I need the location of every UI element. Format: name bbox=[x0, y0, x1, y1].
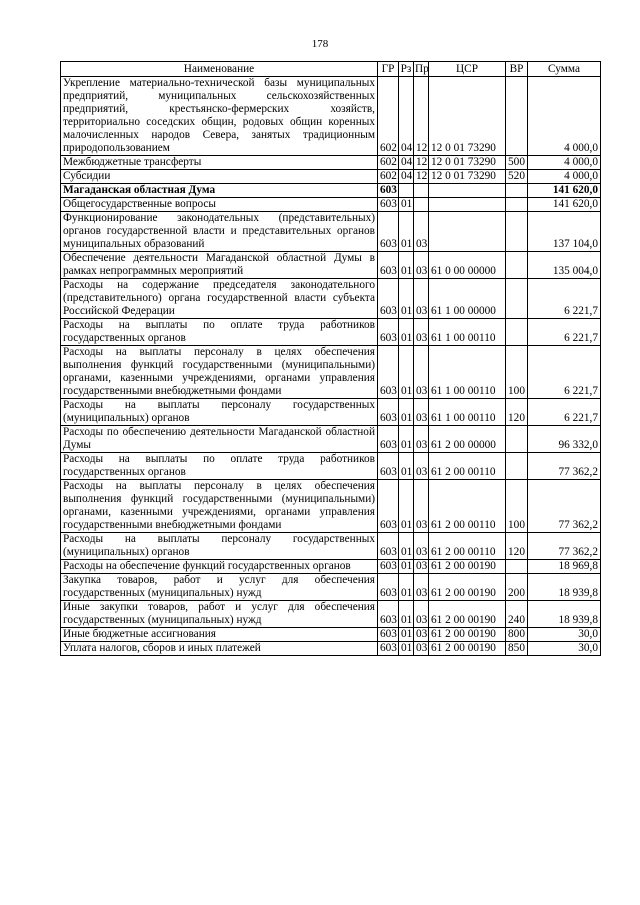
header-csr: ЦСР bbox=[429, 62, 506, 77]
table-row bbox=[61, 198, 601, 212]
row-gr: 603 bbox=[378, 346, 399, 399]
row-pr: 12 bbox=[414, 77, 429, 156]
table-row bbox=[61, 426, 601, 453]
row-name: Расходы на выплаты по оплате труда работников государственных органов bbox=[61, 453, 378, 480]
row-csr: 61 2 00 00190 bbox=[429, 642, 506, 656]
row-rz: 01 bbox=[399, 252, 414, 279]
row-vr bbox=[506, 198, 528, 212]
row-csr: 61 2 00 00110 bbox=[429, 533, 506, 560]
row-vr bbox=[506, 212, 528, 252]
row-pr: 03 bbox=[414, 346, 429, 399]
row-sum: 18 969,8 bbox=[528, 560, 601, 574]
row-pr: 03 bbox=[414, 252, 429, 279]
row-rz bbox=[399, 184, 414, 198]
row-sum: 6 221,7 bbox=[528, 399, 601, 426]
row-csr: 61 2 00 00190 bbox=[429, 574, 506, 601]
row-rz: 04 bbox=[399, 156, 414, 170]
row-vr bbox=[506, 319, 528, 346]
row-pr: 12 bbox=[414, 156, 429, 170]
row-name: Расходы на содержание председателя законодательного (представительного) органа государственной власти субъекта Российской Федерации bbox=[61, 279, 378, 319]
row-gr: 603 bbox=[378, 574, 399, 601]
table-row bbox=[61, 156, 601, 170]
row-rz: 01 bbox=[399, 480, 414, 533]
budget-table bbox=[60, 61, 601, 656]
table-row bbox=[61, 279, 601, 319]
row-vr: 100 bbox=[506, 480, 528, 533]
row-sum: 30,0 bbox=[528, 642, 601, 656]
row-pr: 12 bbox=[414, 170, 429, 184]
row-pr: 03 bbox=[414, 628, 429, 642]
row-rz: 01 bbox=[399, 279, 414, 319]
row-sum: 141 620,0 bbox=[528, 198, 601, 212]
row-name: Функционирование законодательных (представительных) органов государственной власти и представительных органов муниципальных образований bbox=[61, 212, 378, 252]
row-csr: 61 2 00 00190 bbox=[429, 601, 506, 628]
row-sum: 18 939,8 bbox=[528, 574, 601, 601]
row-gr: 603 bbox=[378, 212, 399, 252]
row-csr: 61 1 00 00110 bbox=[429, 319, 506, 346]
table-row bbox=[61, 252, 601, 279]
row-csr: 12 0 01 73290 bbox=[429, 156, 506, 170]
row-pr: 03 bbox=[414, 574, 429, 601]
row-name: Расходы на выплаты персоналу в целях обеспечения выполнения функций государственными (муниципальными) органами, казенными учреждениями, органами управления государственными внебюджетными фондами bbox=[61, 346, 378, 399]
row-vr: 120 bbox=[506, 399, 528, 426]
row-vr bbox=[506, 279, 528, 319]
row-vr: 520 bbox=[506, 170, 528, 184]
row-name: Расходы по обеспечению деятельности Магаданской областной Думы bbox=[61, 426, 378, 453]
row-sum: 6 221,7 bbox=[528, 279, 601, 319]
row-sum: 141 620,0 bbox=[528, 184, 601, 198]
row-rz: 01 bbox=[399, 346, 414, 399]
row-rz: 01 bbox=[399, 426, 414, 453]
table-header-row bbox=[61, 62, 601, 77]
row-sum: 30,0 bbox=[528, 628, 601, 642]
row-rz: 04 bbox=[399, 77, 414, 156]
row-gr: 603 bbox=[378, 279, 399, 319]
row-gr: 603 bbox=[378, 560, 399, 574]
row-sum: 77 362,2 bbox=[528, 480, 601, 533]
row-csr: 61 2 00 00190 bbox=[429, 628, 506, 642]
row-pr: 03 bbox=[414, 426, 429, 453]
row-vr bbox=[506, 184, 528, 198]
header-gr: ГР bbox=[378, 62, 399, 77]
row-rz: 01 bbox=[399, 560, 414, 574]
row-vr bbox=[506, 560, 528, 574]
row-vr: 200 bbox=[506, 574, 528, 601]
row-name: Расходы на выплаты персоналу в целях обеспечения выполнения функций государственными (муниципальными) органами, казенными учреждениями, органами управления государственными внебюджетными фондами bbox=[61, 480, 378, 533]
row-sum: 77 362,2 bbox=[528, 453, 601, 480]
row-csr bbox=[429, 212, 506, 252]
row-vr: 800 bbox=[506, 628, 528, 642]
row-rz: 01 bbox=[399, 198, 414, 212]
row-sum: 6 221,7 bbox=[528, 319, 601, 346]
row-name: Закупка товаров, работ и услуг для обеспечения государственных (муниципальных) нужд bbox=[61, 574, 378, 601]
row-rz: 01 bbox=[399, 212, 414, 252]
row-vr bbox=[506, 77, 528, 156]
row-pr: 03 bbox=[414, 453, 429, 480]
table-row bbox=[61, 212, 601, 252]
row-pr: 03 bbox=[414, 480, 429, 533]
row-pr: 03 bbox=[414, 279, 429, 319]
row-csr: 12 0 01 73290 bbox=[429, 170, 506, 184]
row-vr bbox=[506, 426, 528, 453]
table-row bbox=[61, 642, 601, 656]
row-pr: 03 bbox=[414, 560, 429, 574]
row-rz: 04 bbox=[399, 170, 414, 184]
row-csr: 61 2 00 00000 bbox=[429, 426, 506, 453]
row-vr: 240 bbox=[506, 601, 528, 628]
row-name: Иные бюджетные ассигнования bbox=[61, 628, 378, 642]
row-gr: 603 bbox=[378, 319, 399, 346]
row-sum: 18 939,8 bbox=[528, 601, 601, 628]
row-gr: 603 bbox=[378, 399, 399, 426]
row-name: Уплата налогов, сборов и иных платежей bbox=[61, 642, 378, 656]
table-row bbox=[61, 574, 601, 601]
row-rz: 01 bbox=[399, 399, 414, 426]
row-pr bbox=[414, 198, 429, 212]
row-gr: 603 bbox=[378, 184, 399, 198]
row-csr: 61 1 00 00110 bbox=[429, 399, 506, 426]
table-row bbox=[61, 560, 601, 574]
row-pr: 03 bbox=[414, 212, 429, 252]
row-gr: 603 bbox=[378, 601, 399, 628]
header-pr: Пр bbox=[415, 63, 429, 75]
row-gr: 603 bbox=[378, 252, 399, 279]
row-name: Межбюджетные трансферты bbox=[61, 156, 378, 170]
row-csr: 61 0 00 00000 bbox=[429, 252, 506, 279]
row-name: Субсидии bbox=[61, 170, 378, 184]
row-gr: 603 bbox=[378, 198, 399, 212]
row-gr: 603 bbox=[378, 480, 399, 533]
row-gr: 603 bbox=[378, 533, 399, 560]
table-row bbox=[61, 170, 601, 184]
table-row bbox=[61, 628, 601, 642]
header-name: Наименование bbox=[61, 62, 378, 77]
table-row bbox=[61, 453, 601, 480]
row-csr bbox=[429, 184, 506, 198]
row-csr: 61 2 00 00110 bbox=[429, 453, 506, 480]
table-row bbox=[61, 77, 601, 156]
row-csr: 61 1 00 00110 bbox=[429, 346, 506, 399]
header-vr: ВР bbox=[506, 62, 528, 77]
row-csr: 61 1 00 00000 bbox=[429, 279, 506, 319]
table-row bbox=[61, 346, 601, 399]
header-rz: Рз bbox=[399, 62, 414, 77]
row-pr: 03 bbox=[414, 319, 429, 346]
row-name: Расходы на выплаты по оплате труда работников государственных органов bbox=[61, 319, 378, 346]
row-pr: 03 bbox=[414, 533, 429, 560]
row-gr: 602 bbox=[378, 170, 399, 184]
row-name: Укрепление материально-технической базы муниципальных предприятий, муниципальных сельскохозяйственных предприятий, крестьянско-фермерских хозяйств, территориально соседских общин, родовых общин коренных малочисленных народов Севера, занятых традиционным природопользованием bbox=[61, 77, 378, 156]
row-sum: 4 000,0 bbox=[528, 156, 601, 170]
row-name: Расходы на обеспечение функций государственных органов bbox=[61, 560, 378, 574]
page-number: 178 bbox=[311, 38, 329, 50]
row-vr bbox=[506, 453, 528, 480]
row-rz: 01 bbox=[399, 642, 414, 656]
row-gr: 603 bbox=[378, 426, 399, 453]
row-csr bbox=[429, 198, 506, 212]
row-pr: 03 bbox=[414, 399, 429, 426]
row-gr: 602 bbox=[378, 77, 399, 156]
row-gr: 603 bbox=[378, 642, 399, 656]
row-csr: 61 2 00 00190 bbox=[429, 560, 506, 574]
table-row bbox=[61, 319, 601, 346]
table-row bbox=[61, 480, 601, 533]
row-pr: 03 bbox=[414, 601, 429, 628]
table-row bbox=[61, 533, 601, 560]
row-sum: 4 000,0 bbox=[528, 170, 601, 184]
header-sum: Сумма bbox=[528, 62, 601, 77]
row-gr: 602 bbox=[378, 156, 399, 170]
table-row bbox=[61, 184, 601, 198]
row-gr: 603 bbox=[378, 453, 399, 480]
row-rz: 01 bbox=[399, 319, 414, 346]
row-sum: 6 221,7 bbox=[528, 346, 601, 399]
table-row bbox=[61, 601, 601, 628]
row-sum: 96 332,0 bbox=[528, 426, 601, 453]
row-pr bbox=[414, 184, 429, 198]
row-rz: 01 bbox=[399, 574, 414, 601]
row-name: Магаданская областная Дума bbox=[61, 184, 378, 198]
row-sum: 77 362,2 bbox=[528, 533, 601, 560]
row-name: Расходы на выплаты персоналу государственных (муниципальных) органов bbox=[61, 399, 378, 426]
row-name: Иные закупки товаров, работ и услуг для обеспечения государственных (муниципальных) нужд bbox=[61, 601, 378, 628]
row-gr: 603 bbox=[378, 628, 399, 642]
row-rz: 01 bbox=[399, 453, 414, 480]
row-csr: 61 2 00 00110 bbox=[429, 480, 506, 533]
row-rz: 01 bbox=[399, 533, 414, 560]
row-name: Расходы на выплаты персоналу государственных (муниципальных) органов bbox=[61, 533, 378, 560]
row-name: Общегосударственные вопросы bbox=[61, 198, 378, 212]
row-vr: 100 bbox=[506, 346, 528, 399]
row-vr: 850 bbox=[506, 642, 528, 656]
table-row bbox=[61, 399, 601, 426]
row-sum: 135 004,0 bbox=[528, 252, 601, 279]
row-sum: 137 104,0 bbox=[528, 212, 601, 252]
row-rz: 01 bbox=[399, 628, 414, 642]
row-rz: 01 bbox=[399, 601, 414, 628]
row-name: Обеспечение деятельности Магаданской областной Думы в рамках непрограммных мероприятий bbox=[61, 252, 378, 279]
row-vr: 120 bbox=[506, 533, 528, 560]
row-vr bbox=[506, 252, 528, 279]
table-body bbox=[61, 77, 601, 656]
row-csr: 12 0 01 73290 bbox=[429, 77, 506, 156]
row-vr: 500 bbox=[506, 156, 528, 170]
row-pr: 03 bbox=[414, 642, 429, 656]
row-sum: 4 000,0 bbox=[528, 77, 601, 156]
